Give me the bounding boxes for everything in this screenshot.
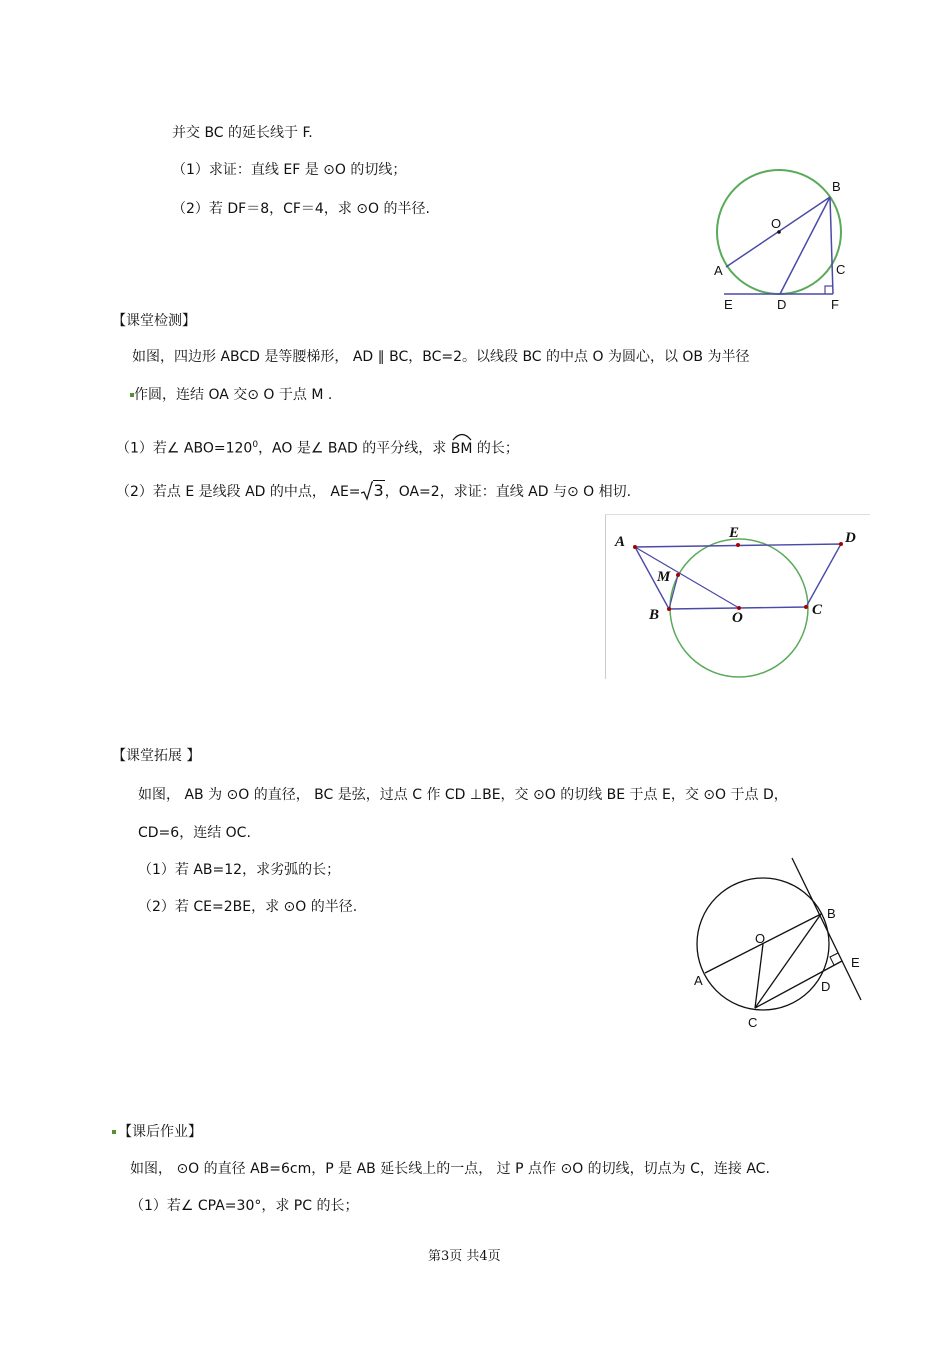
check-line2 bbox=[130, 386, 332, 404]
check-q2-post: ，OA=2，求证：直线 AD 与⊙ O 相切. bbox=[384, 484, 632, 500]
homework-line1: 如图， ⊙O 的直径 AB=6cm，P 是 AB 延长线上的一点， 过 P 点作 ⊙O 的切线，切点为 C，连接 AC. bbox=[130, 1161, 770, 1177]
expand-line2: CD=6，连结 OC. bbox=[138, 825, 251, 841]
figure-1-circle-tangent bbox=[700, 160, 870, 320]
check-line1: 如图，四边形 ABCD 是等腰梯形， AD ∥ BC，BC=2。以线段 BC 的中点 O 为圆心，以 OB 为半径 bbox=[132, 349, 750, 365]
fig1-label-D: D bbox=[777, 297, 787, 312]
expand-question-1: （1）若 AB=12，求劣弧的长； bbox=[138, 862, 341, 878]
fig2-point-A bbox=[633, 545, 637, 549]
marker-dot bbox=[112, 1130, 116, 1134]
fig1-label-A: A bbox=[714, 263, 723, 278]
check-question-2 bbox=[116, 481, 631, 501]
prev-question-1: （1）求证：直线 EF 是 ⊙O 的切线； bbox=[172, 162, 407, 178]
fig2-label-O: O bbox=[732, 610, 743, 626]
expand-question-2: （2）若 CE=2BE，求 ⊙O 的半径. bbox=[138, 899, 358, 915]
check-q2-pre: （2）若点 E 是线段 AD 的中点， AE= bbox=[116, 484, 361, 500]
fig3-label-O: O bbox=[755, 931, 766, 946]
section-heading-homework bbox=[112, 1123, 202, 1141]
fig2-label-D: D bbox=[845, 530, 856, 546]
fig3-label-A: A bbox=[694, 973, 703, 988]
arc-BM bbox=[451, 440, 473, 458]
check-question-1 bbox=[116, 436, 519, 458]
fig1-label-F: F bbox=[831, 297, 839, 312]
fig2-point-M bbox=[676, 573, 680, 577]
fig1-label-O: O bbox=[771, 216, 782, 231]
fig2-label-B: B bbox=[649, 607, 660, 623]
fig2-label-E: E bbox=[729, 525, 740, 541]
prev-line1: 并交 BC 的延长线于 F. bbox=[172, 125, 313, 141]
fig3-label-B: B bbox=[827, 906, 836, 921]
fig1-label-C: C bbox=[836, 262, 846, 277]
sqrt-radicand: 3 bbox=[373, 481, 384, 500]
fig2-label-C: C bbox=[812, 602, 823, 618]
fig2-point-B bbox=[667, 607, 671, 611]
expand-line1: 如图， AB 为 ⊙O 的直径， BC 是弦，过点 C 作 CD ⊥BE，交 ⊙O 的切线 BE 于点 E，交 ⊙O 于点 D， bbox=[138, 787, 788, 803]
fig1-line-BF bbox=[830, 197, 833, 294]
prev-question-2: （2）若 DF＝8，CF＝4，求 ⊙O 的半径. bbox=[172, 201, 430, 217]
fig3-label-C: C bbox=[748, 1015, 758, 1030]
check-q1-degree: 0 bbox=[252, 440, 259, 450]
check-q1-mid: ，AO 是∠ BAD 的平分线，求 bbox=[258, 440, 451, 457]
sqrt-3 bbox=[361, 481, 385, 501]
fig2-label-A: A bbox=[615, 534, 626, 550]
fig3-label-D: D bbox=[821, 979, 831, 994]
figure-2-trapezoid bbox=[605, 514, 870, 679]
fig2-label-M: M bbox=[657, 569, 671, 585]
fig2-point-E bbox=[736, 543, 740, 547]
fig2-point-C bbox=[804, 605, 808, 609]
arc-BM-text: BM bbox=[450, 440, 473, 457]
arc-mark-icon bbox=[452, 431, 472, 441]
check-q1-post: 的长； bbox=[472, 440, 519, 457]
fig2-line-AO bbox=[635, 547, 739, 608]
fig3-chord-BC bbox=[755, 914, 821, 1008]
fig1-label-B: B bbox=[832, 179, 841, 194]
page-footer: 第3页 共4页 bbox=[428, 1249, 501, 1264]
figure-3-circle-tangent bbox=[680, 855, 880, 1035]
fig1-line-BD bbox=[780, 197, 830, 294]
check-line2-text: 作圆，连结 OA 交⊙ O 于点 M . bbox=[134, 387, 333, 403]
homework-heading-text: 【课后作业】 bbox=[118, 1124, 202, 1140]
fig1-right-angle bbox=[825, 286, 833, 294]
fig2-line-BM bbox=[669, 575, 678, 609]
fig2-point-D bbox=[839, 542, 843, 546]
check-q1-pre: （1）若∠ ABO=120 bbox=[116, 440, 253, 457]
section-heading-expand: 【课堂拓展 】 bbox=[112, 748, 201, 764]
sqrt-sign-icon bbox=[361, 481, 373, 501]
fig3-label-E: E bbox=[851, 955, 860, 970]
section-heading-check: 【课堂检测】 bbox=[112, 313, 196, 329]
homework-question-1: （1）若∠ CPA=30°，求 PC 的长； bbox=[130, 1198, 359, 1214]
fig1-label-E: E bbox=[724, 297, 733, 312]
